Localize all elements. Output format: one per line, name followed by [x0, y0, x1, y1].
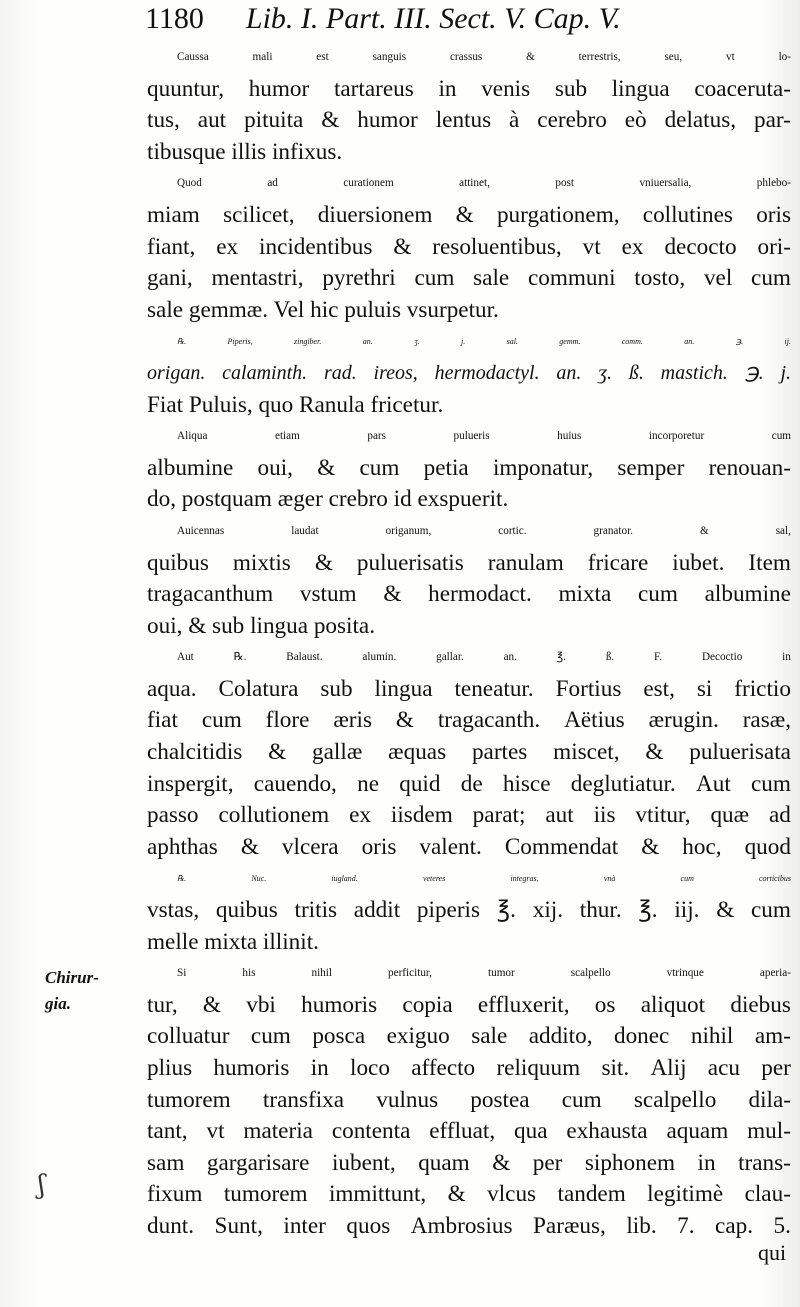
text-line: Si his nihil perficitur, tumor scalpello vtrinque aperia-	[177, 967, 791, 980]
text-line: fiant, ex incidentibus & resoluentibus, vt ex decocto ori-	[147, 233, 791, 260]
margin-note-line: Chirur-	[45, 968, 99, 987]
text-line: ℞. Piperis, zingiber. an. ʒ. j. sal. gemm. comm. an. ℈. ij.	[177, 337, 791, 347]
stray-mark: ʃ	[38, 1170, 46, 1200]
text-line: sam gargarisare iubent, quam & per siphonem in trans-	[147, 1149, 791, 1176]
page-number: 1180	[145, 2, 204, 35]
text-line: do, postquam æger crebro id exspuerit.	[147, 486, 509, 513]
text-line: plius humoris in loco affecto reliquum sit. Alij acu per	[147, 1055, 791, 1081]
text-line: tragacanthum vstum & hermodact. mixta cum albumine	[147, 581, 791, 608]
text-line: fiat cum flore æris & tragacanth. Aëtius ærugin. rasæ,	[147, 707, 791, 734]
text-line: dunt. Sunt, inter quos Ambrosius Paræus, lib. 7. cap. 5.	[147, 1212, 791, 1239]
text-line: ℞. Nuc. iugland. veteres integras, vnà cum corticibus	[177, 874, 791, 884]
margin-note-line: gia.	[45, 994, 71, 1013]
text-line: Caussa mali est sanguis crassus & terrestris, seu, vt lo-	[177, 51, 791, 63]
body-text	[147, 42, 791, 1243]
text-line: Aliqua etiam pars pulueris huius incorporetur cum	[177, 430, 791, 443]
text-line: vstas, quibus tritis addit piperis ℥. xij. thur. ℥. iij. & cum	[147, 897, 791, 924]
text-line: aphthas & vlcera oris valent. Commendat & hoc, quod	[147, 833, 791, 860]
text-line: Aut ℞. Balaust. alumin. gallar. an. ℥. ß. F. Decoctio in	[177, 651, 791, 664]
text-line: Auicennas laudat origanum, cortic. granator. & sal,	[177, 524, 791, 537]
text-line: Quod ad curationem attinet, post vniuersalia, phlebo-	[177, 177, 791, 190]
margin-note	[45, 965, 115, 1017]
text-line: tibusque illis infixus.	[147, 138, 343, 165]
page-header	[145, 2, 785, 38]
text-line: chalcitidis & gallæ æquas partes miscet, & puluerisata	[147, 739, 791, 766]
running-title: Lib. I. Part. III. Sect. V. Cap. V.	[245, 2, 621, 35]
text-line: fixum tumorem immittunt, & vlcus tandem legitimè clau-	[147, 1181, 791, 1208]
text-line: miam scilicet, diuersionem & purgationem, collutines oris	[147, 201, 791, 228]
text-line: gani, mentastri, pyrethri cum sale communi tosto, vel cum	[147, 265, 791, 292]
text-line: oui, & sub lingua posita.	[147, 612, 376, 639]
text-line: colluatur cum posca exiguo sale addito, donec nihil am-	[147, 1023, 791, 1050]
text-line: inspergit, cauendo, ne quid de hisce deglutiatur. Aut cum	[147, 770, 791, 797]
text-line: tant, vt materia contenta effluat, qua exhausta aquam mul-	[147, 1118, 791, 1145]
catchword: qui	[758, 1240, 787, 1265]
text-line: quibus mixtis & puluerisatis ranulam fricare iubet. Item	[147, 549, 791, 576]
text-line: tur, & vbi humoris copia effluxerit, os aliquot diebus	[147, 991, 791, 1018]
text-line: albumine oui, & cum petia imponatur, semper renouan-	[147, 454, 791, 481]
text-line: quuntur, humor tartareus in venis sub lingua coaceruta-	[147, 75, 791, 102]
text-line: melle mixta illinit.	[147, 928, 319, 955]
text-line: tus, aut pituita & humor lentus à cerebro eò delatus, par-	[147, 107, 791, 134]
text-line: aqua. Colatura sub lingua teneatur. Fortius est, si frictio	[147, 675, 791, 702]
text-line: tumorem transfixa vulnus postea cum scalpello dila-	[147, 1086, 791, 1113]
text-line: sale gemmæ. Vel hic puluis vsurpetur.	[147, 296, 499, 323]
text-line: origan. calaminth. rad. ireos, hermodactyl. an. ʒ. ß. mastich. ℈. j.	[147, 361, 791, 384]
text-line: Fiat Puluis, quo Ranula fricetur.	[147, 391, 444, 418]
text-line: passo collutionem ex iisdem parat; aut iis vtitur, quæ ad	[147, 802, 791, 829]
